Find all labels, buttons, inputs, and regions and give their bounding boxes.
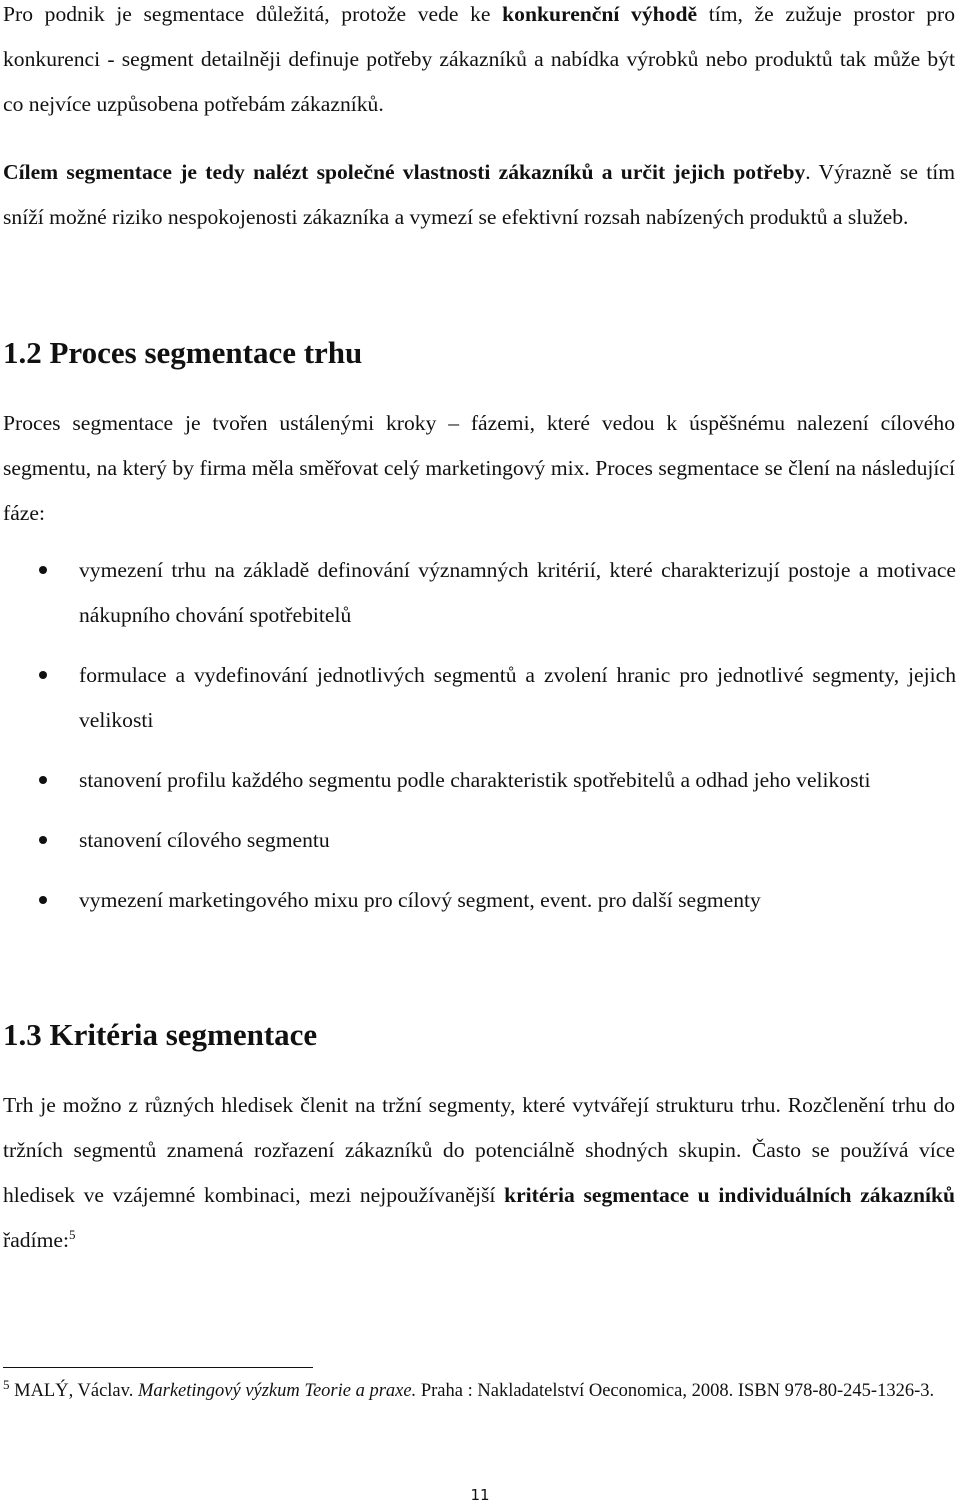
page-number: 11	[470, 1486, 490, 1504]
list-item-text: vymezení trhu na základě definování významných kritérií, které charakterizují postoje a motivace nákupního chování spotřebitelů	[79, 558, 956, 627]
footnote-number: 5	[3, 1377, 10, 1392]
footnote-divider	[3, 1367, 313, 1368]
bullet-icon	[39, 776, 47, 784]
section-heading-1-2: 1.2 Proces segmentace trhu	[3, 335, 363, 370]
footnote-publication: Praha : Nakladatelství Oeconomica, 2008. ISBN 978-80-245-1326-3.	[416, 1381, 935, 1401]
list-item	[0, 758, 956, 803]
list-item	[0, 878, 956, 923]
paragraph-competitive-advantage	[3, 0, 955, 127]
process-phase-list	[0, 548, 960, 923]
bold-phrase: kritéria segmentace u individuálních zákazníků	[504, 1183, 956, 1207]
list-item	[0, 548, 956, 638]
paragraph-text: Pro podnik je segmentace důležitá, protože vede ke	[3, 2, 503, 26]
list-item	[0, 818, 956, 863]
paragraph-text: Trh je možno z různých hledisek členit na tržní segmenty, které vytvářejí strukturu trhu. Rozčlenění trhu do tržních segmentů znamená rozřazení zákazníků do potenciálně shodných skupin. Často se používá více hledisek ve vzájemné kombinaci, mezi nejpoužívanější	[3, 1093, 955, 1207]
bold-phrase: konkurenční výhodě	[502, 2, 698, 26]
paragraph-segmentation-criteria	[3, 1083, 955, 1263]
list-item-text: formulace a vydefinování jednotlivých segmentů a zvolení hranic pro jednotlivé segmenty, jejich velikosti	[79, 663, 956, 732]
bold-phrase: Cílem segmentace je tedy nalézt společné vlastnosti zákazníků a určit jejich potřeby	[3, 160, 806, 184]
bullet-icon	[39, 566, 47, 574]
bullet-icon	[39, 671, 47, 679]
footnote-author: MALÝ, Václav.	[9, 1381, 138, 1401]
section-heading-1-3: 1.3 Kritéria segmentace	[3, 1017, 318, 1052]
bullet-icon	[39, 836, 47, 844]
paragraph-text: tím, že zužuje prostor pro konkurenci - segment detailněji definuje potřeby zákazníků a nabídka výrobků nebo produktů tak může být co nejvíce uzpůsobena potřebám zákazníků.	[3, 2, 955, 116]
list-item-text: stanovení cílového segmentu	[79, 828, 330, 852]
footnote-title: Marketingový výzkum Teorie a praxe.	[137, 1381, 417, 1401]
list-item-text: vymezení marketingového mixu pro cílový segment, event. pro další segmenty	[79, 888, 761, 912]
footnote-reference[interactable]: 5	[68, 1227, 76, 1242]
footnote	[3, 1377, 955, 1405]
paragraph-process-intro: Proces segmentace je tvořen ustálenými kroky – fázemi, které vedou k úspěšnému nalezení cílového segmentu, na který by firma měla směřovat celý marketingový mix. Proces segmentace se člení na následující fáze:	[3, 411, 955, 525]
list-item	[0, 653, 956, 743]
paragraph-text: . Výrazně se tím sníží možné riziko nespokojenosti zákazníka a vymezí se efektivní rozsah nabízených produktů a služeb.	[3, 160, 955, 229]
paragraph-text: řadíme:	[3, 1228, 69, 1252]
bullet-icon	[39, 896, 47, 904]
list-item-text: stanovení profilu každého segmentu podle charakteristik spotřebitelů a odhad jeho velikosti	[79, 768, 871, 792]
paragraph-segmentation-goal	[3, 150, 955, 240]
